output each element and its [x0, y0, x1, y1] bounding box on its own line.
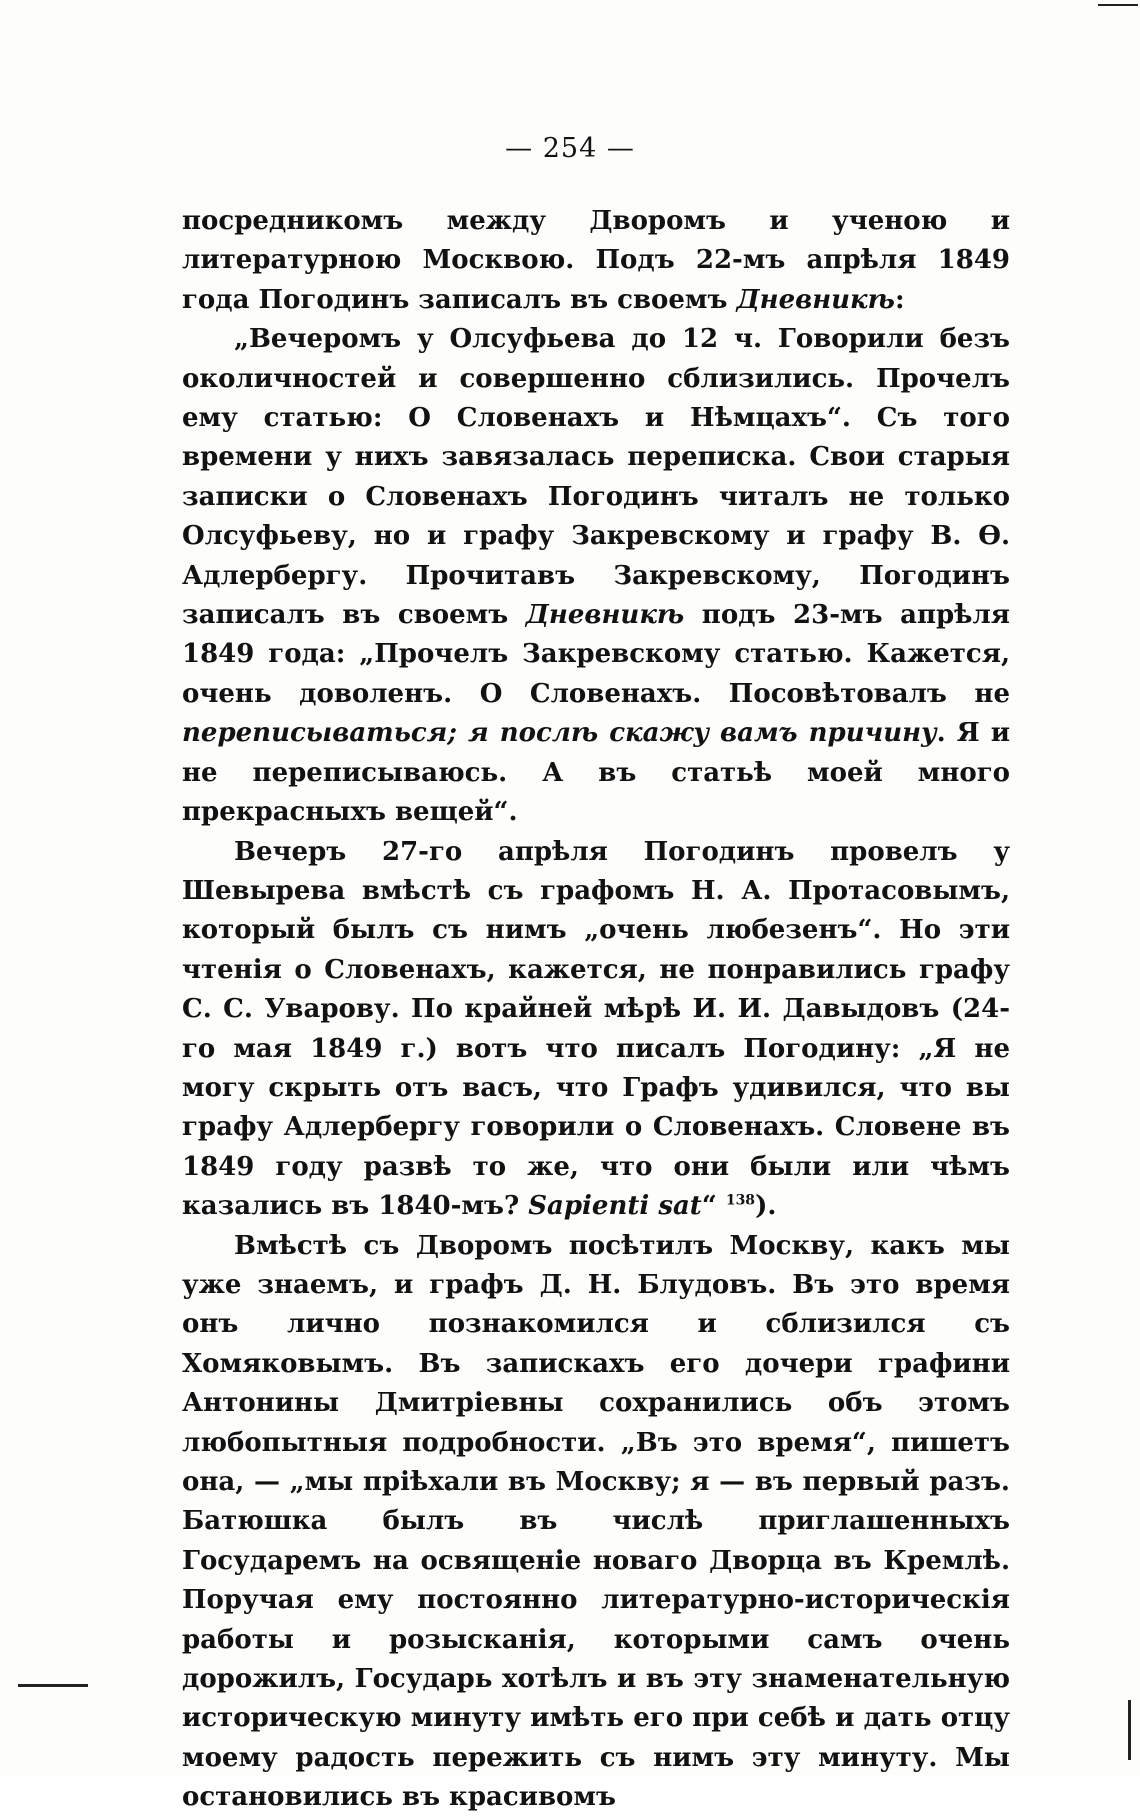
text-segment-italic: Дневникѣ [736, 284, 895, 315]
text-segment: : [894, 284, 905, 315]
scan-artifact-corner [1098, 4, 1138, 6]
text-segment: . Я и не переписываюсь. А въ статьѣ моей много прекрасныхъ вещей“. [182, 718, 1010, 828]
paragraph-3 [182, 833, 1010, 1227]
text-segment: подъ 23-мъ апрѣля 1849 года: „Прочелъ Закревскому статью. Кажется, очень доволенъ. О Словенахъ. Посовѣтовалъ не [182, 600, 1010, 709]
scan-artifact-right-edge [1128, 1700, 1131, 1760]
text-segment: Вечеръ 27-го апрѣля Погодинъ провелъ у Шевырева вмѣстѣ съ графомъ Н. А. Протасовымъ, который былъ съ нимъ „очень любезенъ“. Но эти чтенія о Словенахъ, кажется, не понравились графу С. С. Уварову. По крайней мѣрѣ И. И. Давыдовъ (24-го мая 1849 г.) вотъ что писалъ Погодину: „Я не могу скрыть отъ васъ, что Графъ удивился, что вы графу Адлербергу говорили о Словенахъ. Словене въ 1849 году развѣ то же, что они были или чѣмъ казались въ 1840-мъ? [182, 836, 1010, 1222]
text-segment-italic: Sapienti sat [528, 1191, 702, 1222]
scan-artifact-left-rule [18, 1684, 88, 1687]
text-segment: посредникомъ между Дворомъ и ученою и литературною Москвою. Подъ 22-мъ апрѣля 1849 года Погодинъ записалъ въ своемъ [182, 206, 1010, 315]
paragraph-2 [182, 320, 1010, 832]
body-text [182, 202, 1010, 1818]
text-segment: Вмѣстѣ съ Дворомъ посѣтилъ Москву, какъ мы уже знаемъ, и графъ Д. Н. Блудовъ. Въ это время онъ лично познакомился и сблизился съ Хомяковымъ. Въ запискахъ его дочери графини Антонины Дмитріевны сохранились объ этомъ любопытныя подробности. „Въ это время“, пишетъ она, — „мы пріѣхали въ Москву; я — въ первый разъ. Батюшка былъ въ числѣ приглашенныхъ Государемъ на освященіе новаго Дворца въ Кремлѣ. Поручая ему постоянно литературно-историческія работы и розысканія, которыми самъ очень дорожилъ, Государь хотѣлъ и въ эту знаменательную историческую минуту имѣть его при себѣ и дать отцу моему радость пережить съ нимъ эту минуту. Мы остановились въ красивомъ [182, 1230, 1010, 1813]
text-segment: ). [755, 1191, 777, 1222]
text-segment: „Вечеромъ у Олсуфьева до 12 ч. Говорили безъ околичностей и совершенно сблизились. Прочелъ ему статью: О Словенахъ и Нѣмцахъ“. Съ того времени у нихъ завязалась переписка. Свои старыя записки о Словенахъ Погодинъ читалъ не только Олсуфьеву, но и графу Закревскому и графу В. Ѳ. Адлербергу. Прочитавъ Закревскому, Погодинъ записалъ въ своемъ [182, 324, 1010, 631]
text-segment-italic: Дневникѣ [525, 600, 685, 631]
text-segment: “ [701, 1191, 726, 1222]
page-number: — 254 — [505, 133, 635, 164]
paragraph-1 [182, 202, 1010, 320]
text-segment-italic: переписываться; я послѣ скажу вамъ причину [182, 718, 937, 749]
footnote-reference[interactable]: 138 [725, 1192, 756, 1209]
paragraph-4 [182, 1227, 1010, 1818]
